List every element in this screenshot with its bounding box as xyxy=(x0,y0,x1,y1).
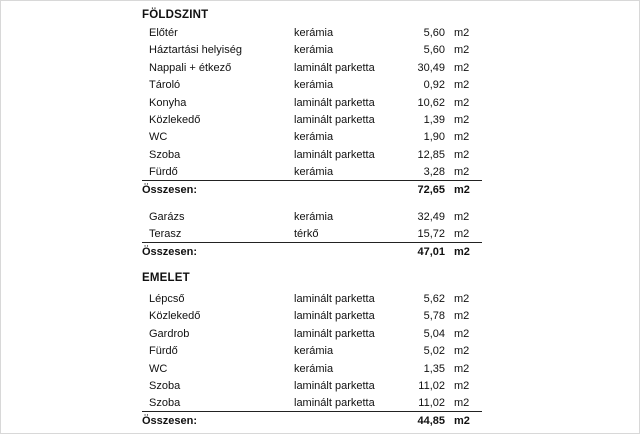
area-unit: m2 xyxy=(454,114,470,126)
floor-material: térkő xyxy=(294,228,319,241)
floor-material: kerámia xyxy=(294,345,334,358)
room-area: 0,92 xyxy=(423,79,445,92)
floor-material: laminált parketta xyxy=(294,96,375,109)
area-unit: m2 xyxy=(454,131,470,144)
area-unit: m2 xyxy=(454,27,470,39)
total-label: Összesen: xyxy=(142,415,198,428)
room-row xyxy=(142,95,480,112)
floor-material: kerámia xyxy=(294,211,334,223)
area-unit: m2 xyxy=(454,362,470,375)
floor-material: kerámia xyxy=(294,131,334,144)
room-name: Közlekedő xyxy=(149,114,201,126)
area-unit: m2 xyxy=(454,327,470,340)
room-area: 15,72 xyxy=(417,228,445,241)
floor-material: laminált parketta xyxy=(294,61,375,74)
room-area: 12,85 xyxy=(417,148,445,161)
room-area: 5,78 xyxy=(423,310,445,323)
floor-material: laminált parketta xyxy=(294,397,375,410)
total-area: 44,85 xyxy=(417,415,445,428)
room-row xyxy=(142,361,480,378)
room-row xyxy=(142,25,480,42)
room-name: Fürdő xyxy=(149,166,178,179)
room-row xyxy=(142,42,480,59)
room-row xyxy=(142,112,480,129)
room-name: Garázs xyxy=(149,211,185,223)
room-row xyxy=(142,326,480,343)
total-divider xyxy=(142,242,482,243)
total-row xyxy=(142,182,480,199)
room-name: WC xyxy=(149,131,168,144)
room-name: WC xyxy=(149,362,168,375)
total-label: Összesen: xyxy=(142,184,198,197)
room-area: 11,02 xyxy=(418,397,445,410)
room-name: Nappali + étkező xyxy=(149,61,232,74)
total-area: 72,65 xyxy=(417,184,445,197)
room-area: 1,39 xyxy=(423,114,445,126)
floor-material: laminált parketta xyxy=(294,114,375,126)
area-unit: m2 xyxy=(454,246,470,259)
section-title: FÖLDSZINT xyxy=(142,9,209,21)
total-divider xyxy=(142,180,482,181)
room-name: Lépcső xyxy=(149,293,185,305)
room-row xyxy=(142,60,480,77)
room-name: Konyha xyxy=(149,96,187,109)
area-unit: m2 xyxy=(454,44,470,57)
room-area: 32,49 xyxy=(417,211,445,223)
area-unit: m2 xyxy=(454,415,470,428)
area-unit: m2 xyxy=(454,148,470,161)
floor-material: laminált parketta xyxy=(294,327,375,340)
room-area: 3,28 xyxy=(423,166,445,179)
room-name: Szoba xyxy=(149,148,181,161)
room-row xyxy=(142,164,480,181)
floor-material: kerámia xyxy=(294,79,334,92)
area-unit: m2 xyxy=(454,293,470,305)
floor-material: kerámia xyxy=(294,362,334,375)
room-area: 5,02 xyxy=(423,345,445,358)
room-name: Közlekedő xyxy=(149,310,201,323)
area-unit: m2 xyxy=(454,228,470,241)
room-area: 5,04 xyxy=(423,327,445,340)
room-row xyxy=(142,129,480,146)
room-row xyxy=(142,209,480,226)
area-unit: m2 xyxy=(454,166,470,179)
room-name: Szoba xyxy=(149,380,181,392)
room-row xyxy=(142,343,480,360)
room-area: 1,35 xyxy=(423,362,445,375)
total-divider xyxy=(142,411,482,412)
room-name: Háztartási helyiség xyxy=(149,44,242,57)
room-name: Gardrob xyxy=(149,327,190,340)
area-unit: m2 xyxy=(454,96,470,109)
room-name: Fürdő xyxy=(149,345,178,358)
area-unit: m2 xyxy=(454,79,470,92)
room-row xyxy=(142,147,480,164)
room-area: 5,60 xyxy=(423,27,445,39)
room-row xyxy=(142,291,480,308)
room-area: 5,60 xyxy=(423,44,445,57)
floor-material: laminált parketta xyxy=(294,310,375,323)
total-row xyxy=(142,413,480,430)
floor-material: kerámia xyxy=(294,44,334,57)
room-area: 10,62 xyxy=(417,96,445,109)
floor-material: laminált parketta xyxy=(294,148,375,161)
room-row xyxy=(142,378,480,395)
total-row xyxy=(142,244,480,261)
room-area: 1,90 xyxy=(423,131,445,144)
room-row xyxy=(142,226,480,243)
floor-material: laminált parketta xyxy=(294,380,375,392)
floor-material: laminált parketta xyxy=(294,293,375,305)
room-name: Szoba xyxy=(149,397,181,410)
room-name: Terasz xyxy=(149,228,182,241)
area-unit: m2 xyxy=(454,310,470,323)
room-area: 5,62 xyxy=(423,293,445,305)
floor-material: kerámia xyxy=(294,166,334,179)
area-unit: m2 xyxy=(454,184,470,197)
total-label: Összesen: xyxy=(142,246,198,259)
area-unit: m2 xyxy=(454,397,470,410)
room-row xyxy=(142,395,480,412)
area-unit: m2 xyxy=(454,61,470,74)
area-unit: m2 xyxy=(454,380,470,392)
room-name: Előtér xyxy=(149,27,178,39)
room-name: Tároló xyxy=(149,79,181,92)
total-area: 47,01 xyxy=(417,246,445,259)
area-unit: m2 xyxy=(454,211,470,223)
area-unit: m2 xyxy=(454,345,470,358)
floor-material: kerámia xyxy=(294,27,334,39)
room-row xyxy=(142,77,480,94)
room-area: 30,49 xyxy=(417,61,445,74)
room-area: 11,02 xyxy=(418,380,445,392)
room-row xyxy=(142,308,480,325)
section-title: EMELET xyxy=(142,272,190,284)
